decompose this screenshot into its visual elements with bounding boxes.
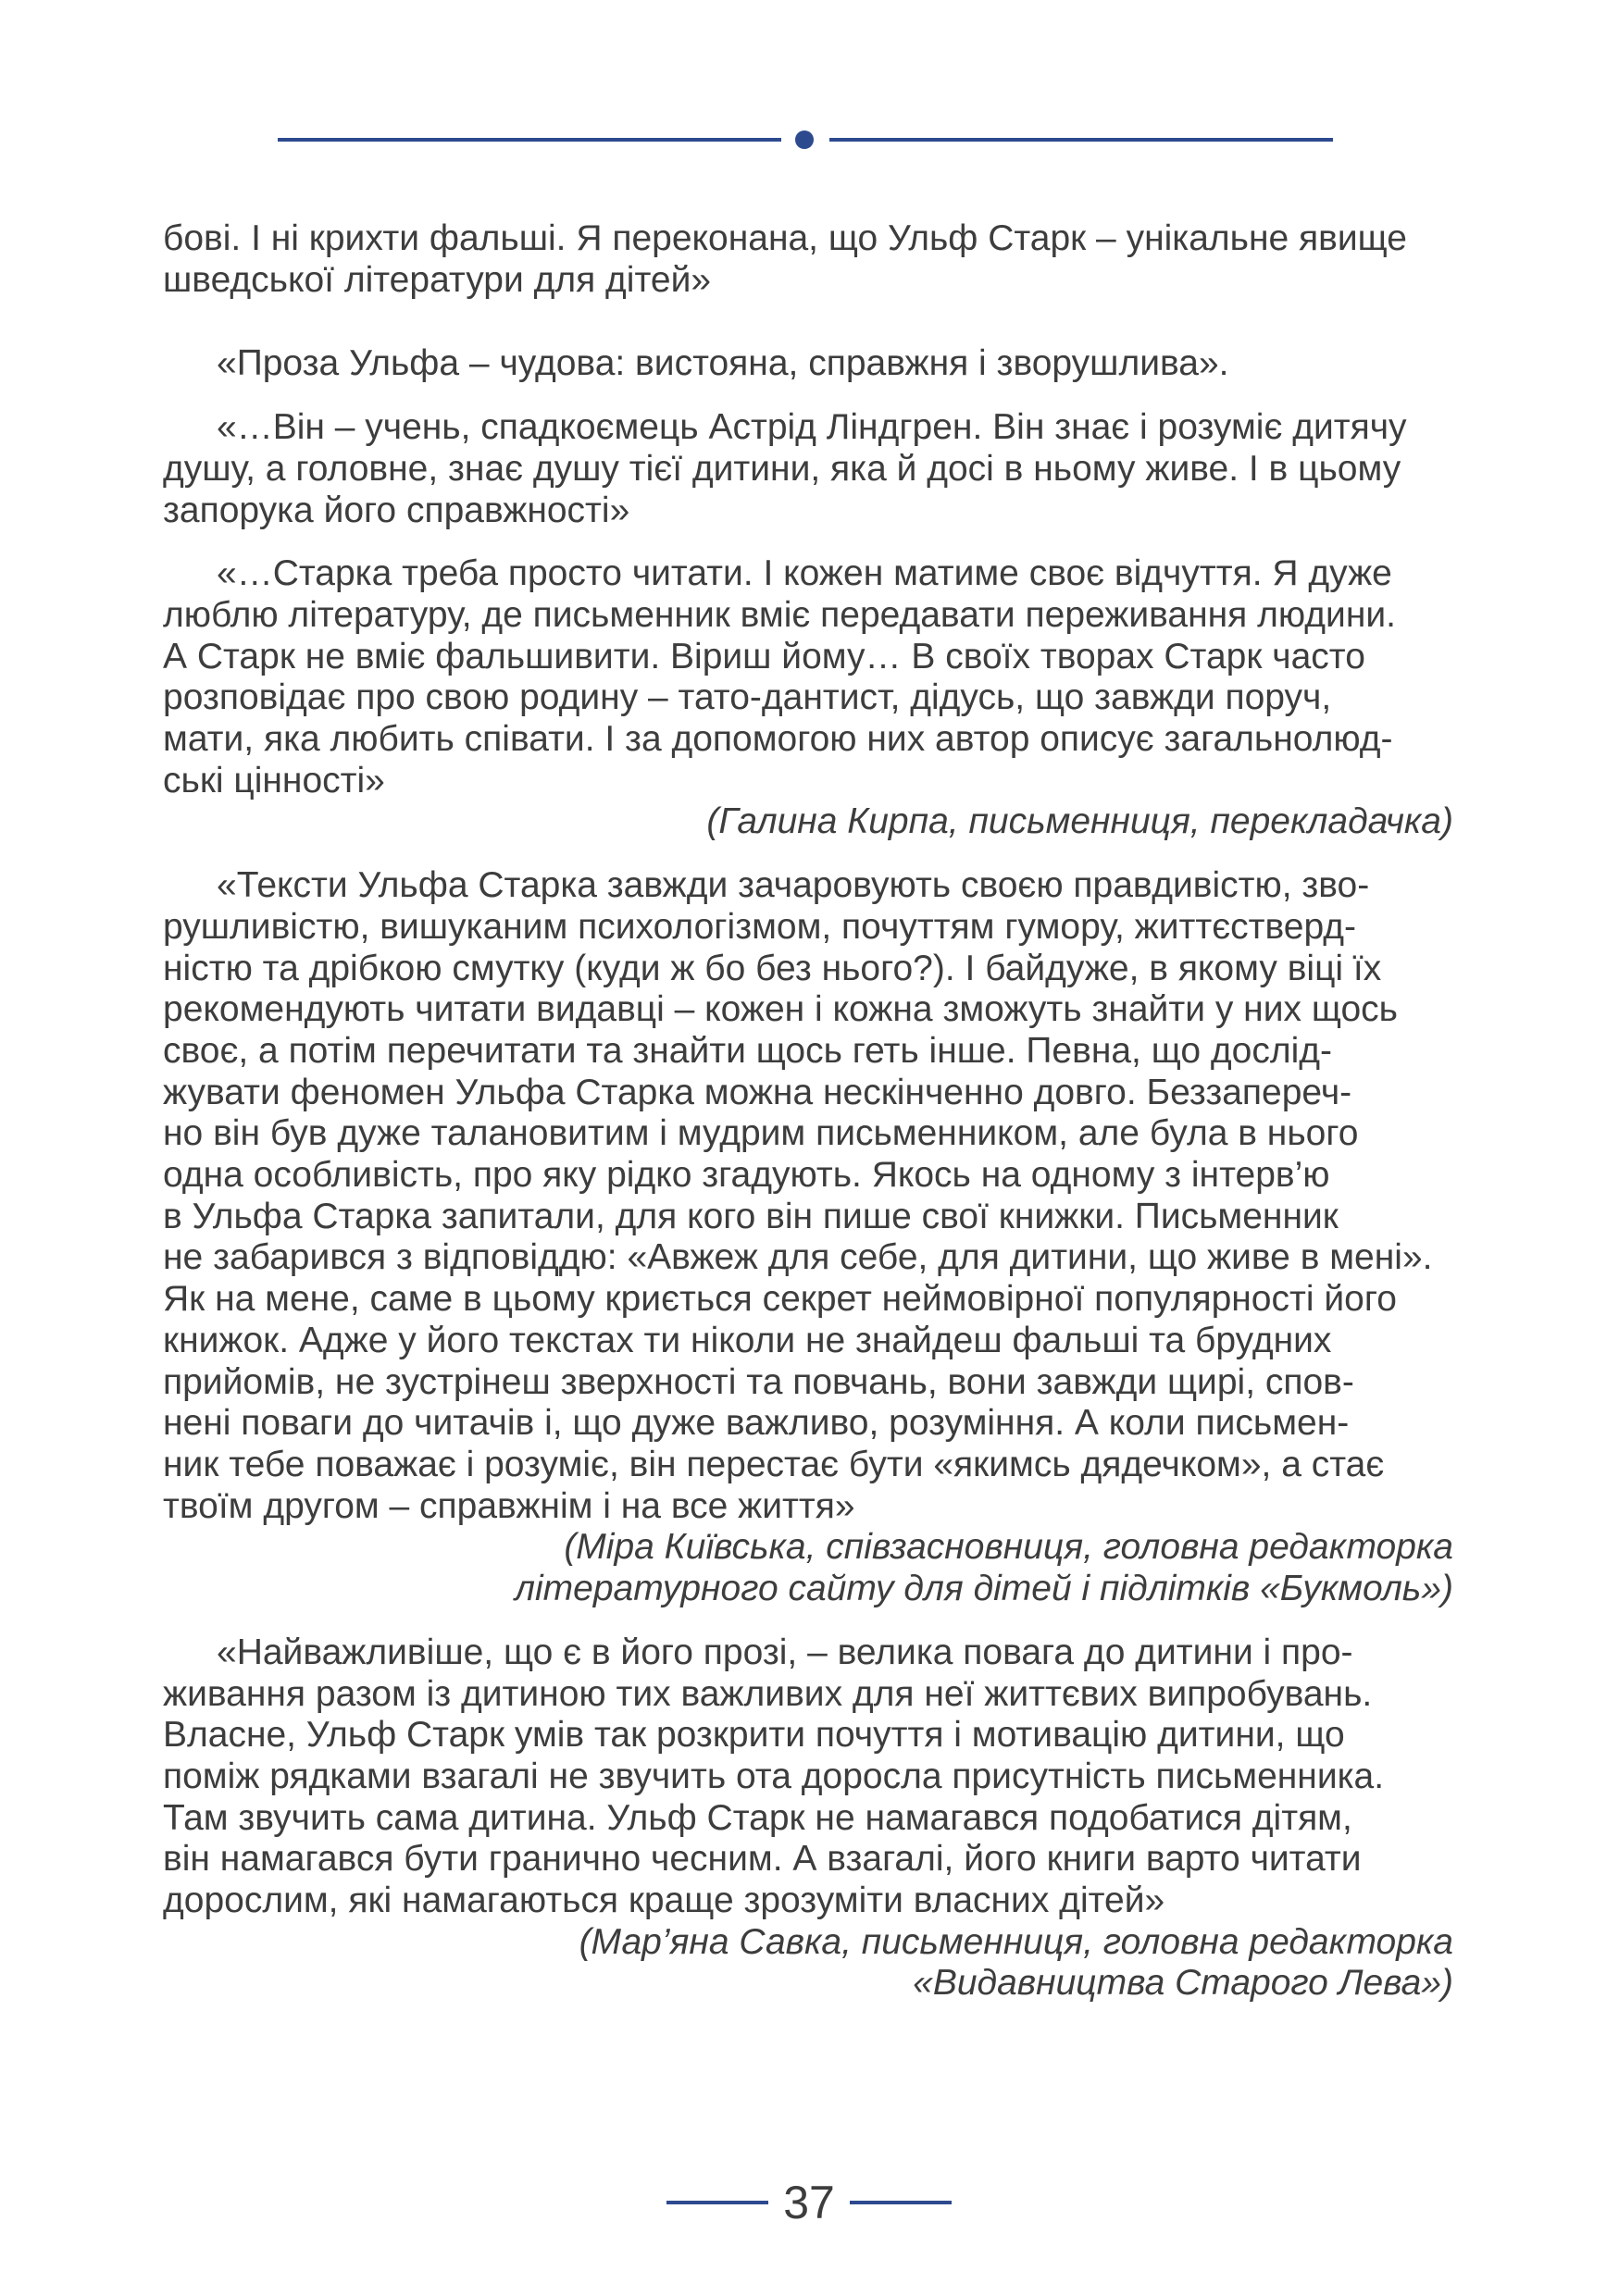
header-rule-dot-icon xyxy=(795,130,814,149)
header-rule-right-line xyxy=(829,138,1333,142)
quote-attribution: (Мар’яна Савка, письменниця, головна редакторка «Видавництва Старого Лева») xyxy=(579,1921,1453,2004)
quote-attribution: (Галина Кирпа, письменниця, перекладачка) xyxy=(706,801,1453,842)
quote-paragraph: «Тексти Ульфа Старка завжди зачаровують своєю правдивістю, зво- рушливістю, вишуканим психологізмом, почуттям гумору, життєстверд- ністю та дрібкою смутку (куди ж бо без нього?). І байдуже, в якому віці їх рекомендують читати видавці – кожен і кожна зможуть знайти у них щось своє, а потім перечитати та знайти щось геть інше. Певна, що дослід- жувати феномен Ульфа Старка можна нескінченно довго. Беззапереч- но він був дуже талановитим і мудрим письменником, але була в нього одна особливість, про яку рідко згадують. Якось на одному з інтерв’ю в Ульфа Старка запитали, для кого він пише свої книжки. Письменник не забарився з відповіддю: «Авжеж для себе, для дитини, що живе в мені». Як на мене, саме в цьому криється секрет неймовірної популярності його книжок. Адже у його текстах ти ніколи не знайдеш фальші та брудних прийомів, не зустрінеш зверхності та повчань, вони завжди щирі, спов- нені поваги до читачів і, що дуже важливо, розуміння. А коли письмен- ник тебе поважає і розуміє, він перестає бути «якимсь дядечком», а стає твоїм другом – справжнім і на все життя» xyxy=(163,865,1433,1526)
page-number: 37 xyxy=(783,2177,835,2228)
header-rule xyxy=(278,130,1333,149)
header-rule-left-line xyxy=(278,138,781,142)
quote-paragraph: «…Старка треба просто читати. І кожен матиме своє відчуття. Я дуже люблю літературу, де письменник вміє передавати переживання людини. А Старк не вміє фальшивити. Віриш йому… В своїх творах Старк часто розповідає про свою родину – тато-дантист, дідусь, що завжди поруч, мати, яка любить співати. І за допомогою них автор описує загальнолюд- ські цінності» xyxy=(163,553,1396,800)
page-footer xyxy=(0,2170,1619,2235)
quote-attribution: (Міра Київська, співзасновниця, головна редакторка літературного сайту для дітей і підлітків «Букмоль») xyxy=(515,1527,1453,1609)
quote-paragraph: «Найважливіше, що є в його прозі, – велика повага до дитини і про- живання разом із дитиною тих важливих для неї життєвих випробувань. Власне, Ульф Старк умів так розкрити почуття і мотивацію дитини, що поміж рядками взагалі не звучить ота доросла присутність письменника. Там звучить сама дитина. Ульф Старк не намагався подобатися дітям, він намагався бути гранично чесним. А взагалі, його книги варто читати дорослим, які намагаються краще зрозуміти власних дітей» xyxy=(163,1632,1385,1921)
page-body xyxy=(163,218,1453,2004)
paragraph-continuation: бові. І ні крихти фальші. Я переконана, що Ульф Старк – унікальне явище шведської літератури для дітей» xyxy=(163,218,1407,300)
footer-rule-right xyxy=(850,2201,952,2204)
quote-paragraph: «Проза Ульфа – чудова: вистояна, справжня і зворушлива». xyxy=(217,343,1229,384)
quote-paragraph: «…Він – учень, спадкоємець Астрід Ліндгрен. Він знає і розуміє дитячу душу, а головне, знає душу тієї дитини, яка й досі в ньому живе. І в цьому запорука його справжності» xyxy=(163,407,1407,530)
footer-rule-left xyxy=(666,2201,768,2204)
